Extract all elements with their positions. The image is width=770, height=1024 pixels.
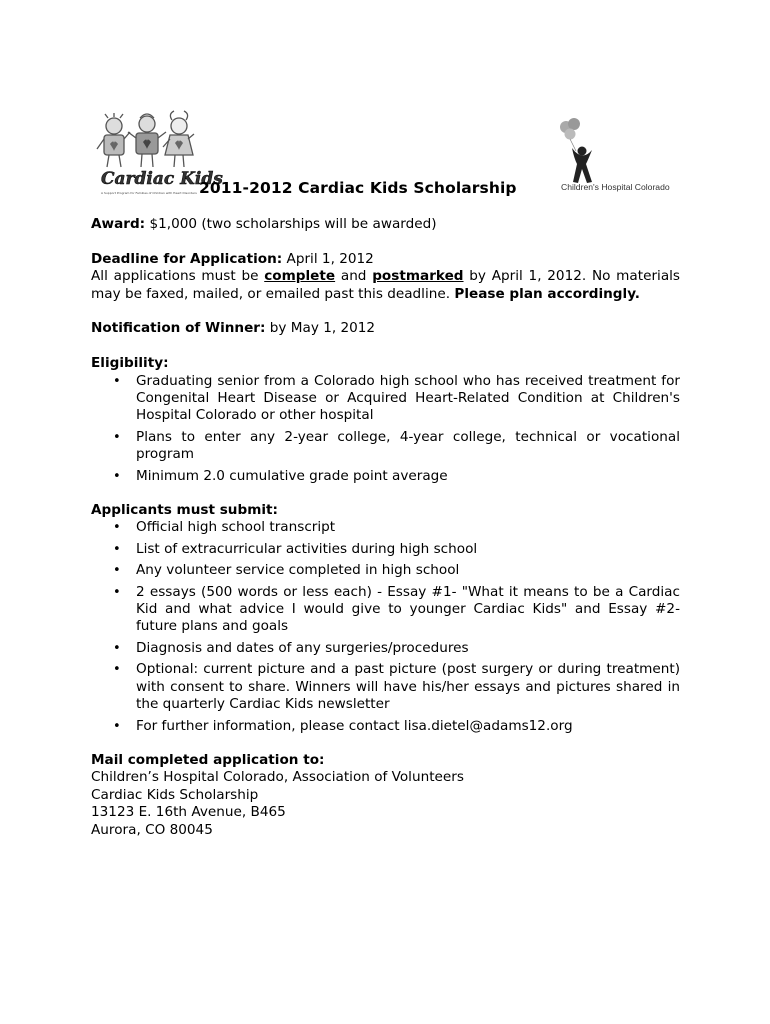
mail-heading [91,752,680,769]
bullet-icon: • [113,640,121,656]
list-item-text: Optional: current picture and a past picture (post surgery or during treatment) with consent to share. Winners will have his/her essays and pictures shared in the quarterly Cardiac Kids newsletter [136,661,680,713]
submit-heading-text: Applicants must submit: [91,502,278,519]
svg-text:A Support Program for Families: A Support Program for Families of Children with Heart Disorders [101,191,197,195]
list-item [91,562,680,579]
list-item-text: Diagnosis and dates of any surgeries/procedures [136,639,469,656]
deadline-text-c: by April 1, 2012. No materials may be faxed, mailed, or emailed past this deadline. [91,268,681,302]
list-item [91,640,680,657]
list-item [91,373,680,425]
list-item-text: For further information, please contact lisa.dietel@adams12.org [136,717,573,734]
mail-address-line: 13123 E. 16th Avenue, B465 [91,804,286,821]
list-item [91,519,680,536]
notification-label: Notification of Winner: [91,320,266,337]
balloons-icon [560,118,580,151]
list-item-text: List of extracurricular activities during high school [136,540,478,557]
bullet-icon: • [113,718,121,734]
svg-text:Children's Hospital Colorado: Children's Hospital Colorado [561,182,670,192]
award-label: Award: [91,216,146,232]
child-figure-icon [572,147,592,184]
please-plan-note: Please plan accordingly. [454,285,640,302]
list-item-text: Graduating senior from a Colorado high school who has received treatment for Congenital Heart Disease or Acquired Heart-Related Condition at Children's Hospital Colorado or other hospital [136,372,680,424]
document-body [91,216,680,839]
mail-address-line: Cardiac Kids Scholarship [91,786,259,803]
page-title: 2011-2012 Cardiac Kids Scholarship [199,179,517,197]
list-item [91,584,680,636]
bullet-icon: • [113,541,121,557]
mail-address-line: Children’s Hospital Colorado, Association of Volunteers [91,769,464,786]
notification-line [91,320,680,337]
mail-heading-text: Mail completed application to: [91,751,325,768]
bullet-icon: • [113,584,121,600]
deadline-text-a: All applications must be [91,268,265,285]
list-item [91,541,680,558]
list-item [91,661,680,713]
bullet-icon: • [113,520,121,536]
mail-address-line: Aurora, CO 80045 [91,821,213,838]
svg-text:Cardiac Kids: Cardiac Kids [101,169,223,189]
deadline-line [91,251,680,268]
award-line [91,216,680,233]
eligibility-list [91,373,680,485]
list-item [91,718,680,735]
award-value: $1,000 (two scholarships will be awarded) [145,216,437,232]
cardiac-kids-logo [95,112,223,202]
bullet-icon: • [113,563,121,579]
childrens-hospital-colorado-logo [556,118,680,198]
list-item [91,468,680,485]
deadline-value: April 1, 2012 [282,250,374,267]
submit-heading [91,502,680,519]
submit-list [91,519,680,734]
notification-value: by May 1, 2012 [265,320,376,337]
bullet-icon: • [113,662,121,678]
bullet-icon: • [113,373,121,389]
list-item [91,429,680,464]
deadline-label: Deadline for Application: [91,250,283,267]
complete-word: complete [264,268,336,285]
eligibility-heading-text: Eligibility: [91,355,169,372]
list-item-text: 2 essays (500 words or less each) - Essay #1- "What it means to be a Cardiac Kid and what advice I would give to younger Cardiac Kids" and Essay #2- future plans and goals [136,583,680,635]
eligibility-heading [91,355,680,372]
list-item-text: Plans to enter any 2-year college, 4-year college, technical or vocational program [136,428,680,463]
deadline-details [91,268,680,303]
deadline-text-b: and [335,268,373,285]
list-item-text: Official high school transcript [136,519,336,536]
bullet-icon: • [113,468,121,484]
list-item-text: Minimum 2.0 cumulative grade point average [136,467,448,484]
list-item-text: Any volunteer service completed in high school [136,562,460,579]
postmarked-word: postmarked [372,268,464,285]
bullet-icon: • [113,429,121,445]
